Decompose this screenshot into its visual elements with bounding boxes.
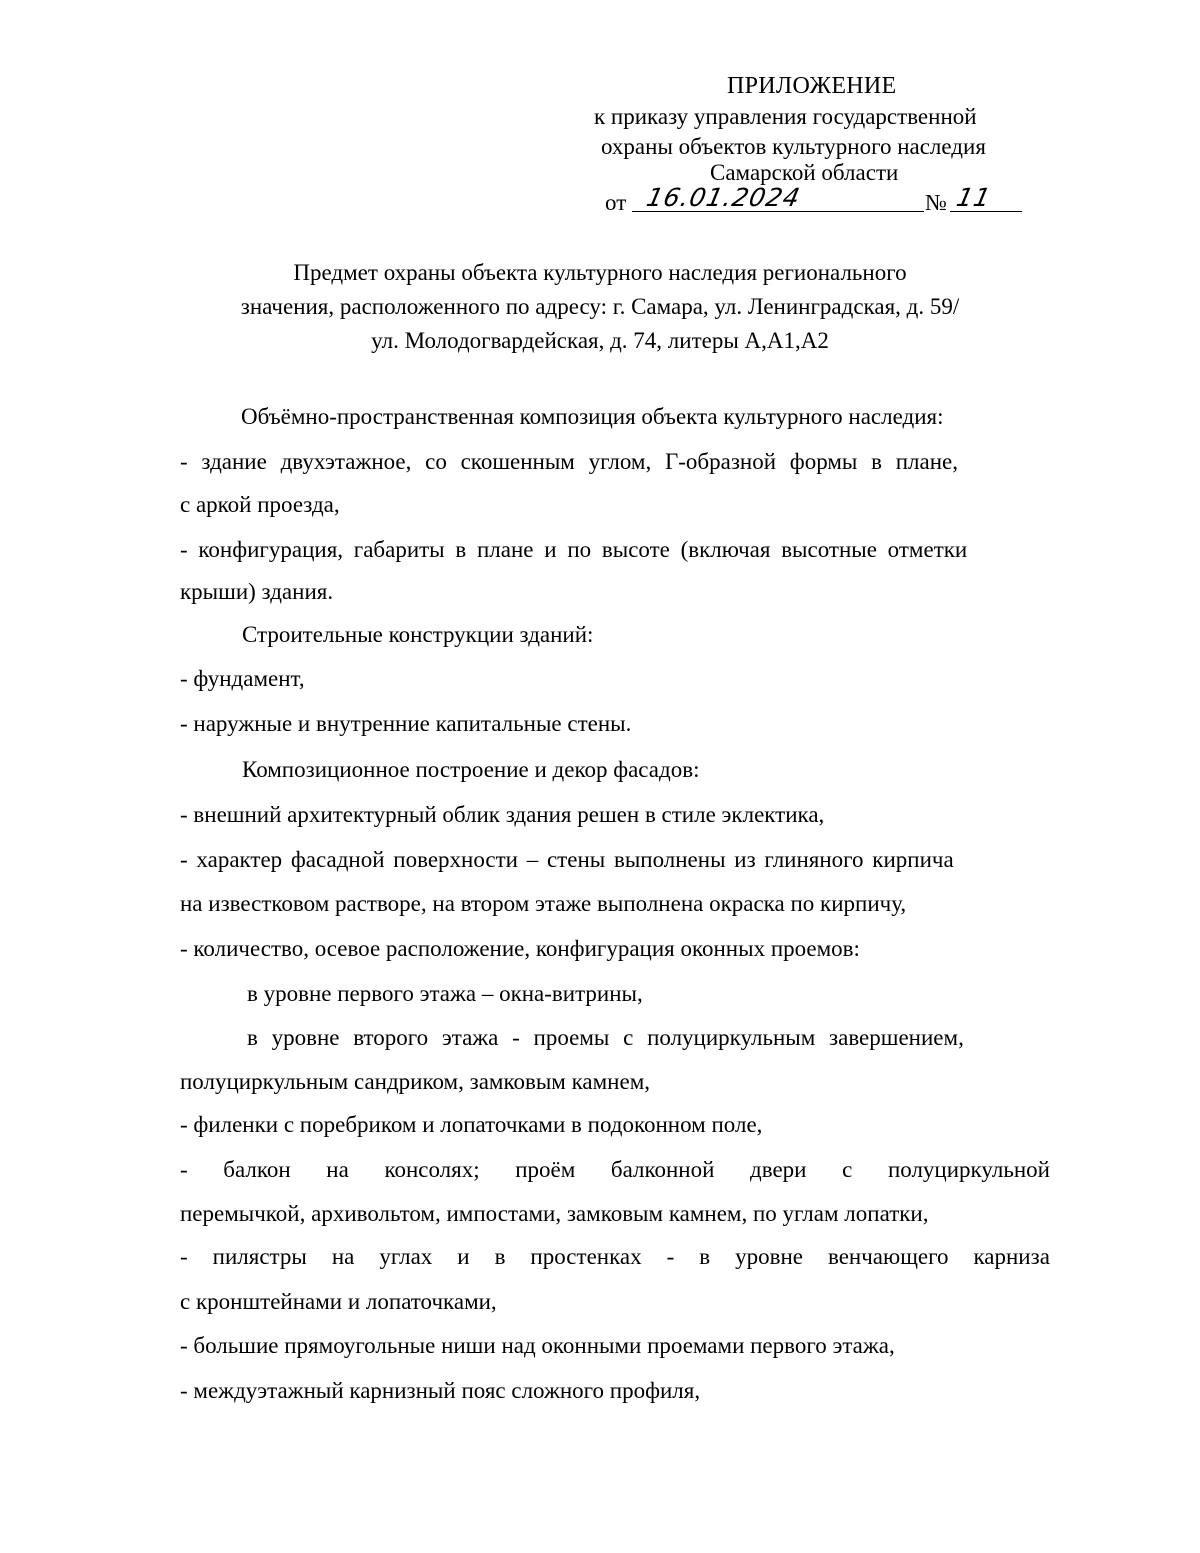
facade-item-8: - междуэтажный карнизный пояс сложного профиля, [180, 1378, 701, 1403]
facade-item-3-sub-2-line-1: в уровне второго этажа - проемы с полуциркульным завершением, [247, 1025, 964, 1050]
justified-word: углах [379, 1244, 433, 1269]
facade-item-5-line-2: перемычкой, архивольтом, импостами, замковым камнем, по углам лопатки, [180, 1201, 929, 1226]
facade-item-2-line-1: - характер фасадной поверхности – стены выполнены из глиняного кирпича [180, 847, 954, 872]
construction-item-1: - фундамент, [180, 666, 305, 691]
composition-item-1-line-1: - здание двухэтажное, со скошенным углом, Г-образной формы в плане, [180, 449, 958, 474]
justified-word: полуциркульной [887, 1157, 1050, 1182]
facade-item-4: - филенки с поребриком и лопаточками в подоконном поле, [180, 1112, 763, 1137]
order-reference-line-2: охраны объектов культурного наследия [601, 134, 986, 159]
order-date-number-line [605, 183, 1025, 217]
justified-word: - [180, 1244, 188, 1269]
justified-word: на [331, 1244, 355, 1269]
construction-heading: Строительные конструкции зданий: [242, 622, 594, 647]
justified-word: простенках [530, 1244, 642, 1269]
composition-item-1-line-2: с аркой проезда, [180, 492, 340, 517]
justified-word: - [180, 1157, 188, 1182]
composition-item-2-line-2: крыши) здания. [180, 579, 334, 604]
title-line-3: ул. Молодогвардейская, д. 74, литеры А,А1,А2 [371, 328, 829, 353]
facade-item-1: - внешний архитектурный облик здания решен в стиле эклектика, [180, 802, 825, 827]
justified-word: в [699, 1244, 711, 1269]
order-reference-line-1: к приказу управления государственной [594, 104, 977, 129]
justified-word: с [842, 1157, 853, 1182]
justified-word: пилястры [212, 1244, 307, 1269]
facade-item-3-sub-1: в уровне первого этажа – окна-витрины, [247, 981, 643, 1006]
facade-item-3: - количество, осевое расположение, конфигурация оконных проемов: [180, 936, 860, 961]
construction-item-2: - наружные и внутренние капитальные стены. [180, 711, 632, 736]
title-line-1: Предмет охраны объекта культурного наследия регионального [293, 260, 907, 285]
facade-item-7: - большие прямоугольные ниши над оконными проемами первого этажа, [180, 1333, 895, 1358]
justified-word: карниза [973, 1244, 1050, 1269]
justified-word: консолях; [384, 1157, 480, 1182]
facade-item-5-line-1 [180, 1155, 1050, 1185]
composition-heading: Объёмно-пространственная композиция объекта культурного наследия: [241, 404, 944, 429]
justified-word: уровне [735, 1244, 804, 1269]
appendix-label: ПРИЛОЖЕНИЕ [727, 73, 897, 99]
justified-word: двери [750, 1157, 807, 1182]
facade-item-2-line-2: на известковом растворе, на втором этаже выполнена окраска по кирпичу, [180, 891, 907, 916]
justified-word: балкон [223, 1157, 291, 1182]
facade-item-6-line-1 [180, 1242, 1050, 1272]
justified-word: - [666, 1244, 675, 1269]
order-reference-line-3: Самарской области [710, 160, 899, 185]
handwritten-date: 16.01.2024 [643, 183, 804, 212]
title-line-2: значения, расположенного по адресу: г. Самара, ул. Ленинградская, д. 59/ [240, 294, 960, 319]
facade-item-6-line-2: с кронштейнами и лопаточками, [180, 1289, 497, 1314]
handwritten-number: 11 [953, 183, 994, 212]
justified-word: и [457, 1244, 470, 1269]
date-prefix: от [605, 190, 627, 215]
facade-item-3-sub-2-line-2: полуциркульным сандриком, замковым камнем, [180, 1069, 650, 1094]
composition-item-2-line-1: - конфигурация, габариты в плане и по высоте (включая высотные отметки [180, 537, 968, 562]
document-title [150, 256, 1050, 358]
justified-word: балконной [610, 1157, 715, 1182]
justified-word: венчающего [828, 1244, 949, 1269]
justified-word: на [326, 1157, 349, 1182]
justified-word: проём [515, 1157, 576, 1182]
number-prefix: № [925, 190, 947, 215]
justified-word: в [494, 1244, 506, 1269]
facade-heading: Композиционное построение и декор фасадов: [242, 757, 700, 782]
